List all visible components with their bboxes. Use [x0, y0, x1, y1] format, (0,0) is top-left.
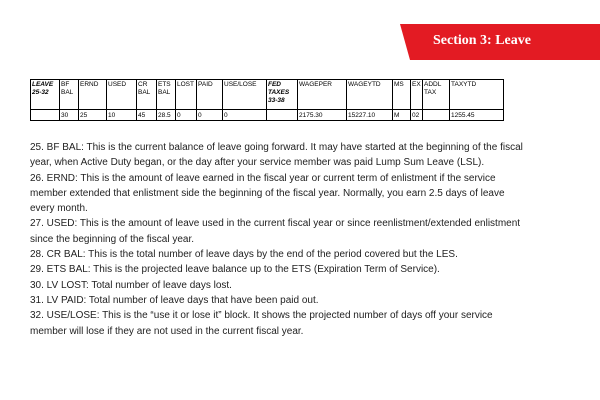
les-leave-table	[30, 79, 504, 121]
header-cr-bal	[137, 80, 157, 110]
header-label: LOST	[177, 81, 194, 88]
header-label: WAGEPER	[299, 81, 332, 88]
header-label: PAID	[198, 81, 213, 88]
header-label: ETS	[158, 81, 171, 88]
table-cell: 0	[197, 110, 223, 121]
header-used	[107, 80, 137, 110]
header-label: FED	[268, 81, 281, 88]
table-cell: 0	[223, 110, 267, 121]
header-label: CR	[138, 81, 148, 88]
table-header-row	[31, 80, 504, 110]
table-cell	[267, 110, 298, 121]
header-label: EX	[412, 81, 421, 88]
header-ex	[411, 80, 423, 110]
paragraph-bf-bal: 25. BF BAL: This is the current balance of leave going forward. It may have started at the beginning of the fiscal year, when Active Duty began, or the day after your service member was paid Lump Sum Leave (LSL).	[30, 142, 523, 169]
paragraph-ets-bal: 29. ETS BAL: This is the projected leave balance up to the ETS (Expiration Term of Service).	[30, 264, 440, 276]
header-lost	[176, 80, 197, 110]
paragraph-use-lose: 32. USE/LOSE: This is the “use it or lose it” block. It shows the projected number of days off your service member will lose if they are not used in the current fiscal year.	[30, 310, 493, 337]
header-label: ERND	[80, 81, 99, 88]
table-cell: 02	[411, 110, 423, 121]
header-sublabel: 25-32	[32, 89, 49, 96]
paragraph-used: 27. USED: This is the amount of leave used in the current fiscal year or since reenlistment/extended enlistment since the beginning of the fiscal year.	[30, 218, 521, 245]
header-taxytd	[450, 80, 504, 110]
header-sublabel: TAX	[424, 89, 437, 96]
header-wageytd	[347, 80, 393, 110]
paragraph-ernd: 26. ERND: This is the amount of leave earned in the fiscal year or current term of enlistment if the service member extended that enlistment side the beginning of the fiscal year. Normally, you earn 2.5 days of leave every month.	[30, 172, 505, 215]
header-label: WAGEYTD	[348, 81, 381, 88]
header-label: USE/LOSE	[224, 81, 257, 88]
header-sublabel: BAL	[138, 89, 151, 96]
table-cell: 25	[79, 110, 107, 121]
section-title: Section 3: Leave	[433, 33, 531, 48]
table-cell: 45	[137, 110, 157, 121]
header-ernd	[79, 80, 107, 110]
table-cell: 30	[60, 110, 79, 121]
table-cell: 2175.30	[298, 110, 347, 121]
header-label: ADDL	[424, 81, 442, 88]
table-cell	[31, 110, 60, 121]
table-cell: M	[393, 110, 411, 121]
header-bf-bal	[60, 80, 79, 110]
table-cell: 1255.45	[450, 110, 504, 121]
header-use-lose	[223, 80, 267, 110]
paragraph-cr-bal: 28. CR BAL: This is the total number of leave days by the end of the period covered but the LES.	[30, 249, 458, 261]
table-row	[31, 110, 504, 121]
header-label: USED	[108, 81, 127, 88]
header-label: LEAVE	[32, 81, 54, 88]
table-cell: 15227.10	[347, 110, 393, 121]
header-sublabel: TAXES	[268, 89, 290, 96]
header-leave	[31, 80, 60, 110]
header-ms	[393, 80, 411, 110]
table-cell: 0	[176, 110, 197, 121]
paragraph-lv-lost: 30. LV LOST: Total number of leave days lost.	[30, 279, 232, 291]
leave-field-descriptions	[30, 140, 530, 339]
table-cell: 10	[107, 110, 137, 121]
table-cell	[423, 110, 450, 121]
header-label: TAXYTD	[451, 81, 477, 88]
header-wageper	[298, 80, 347, 110]
paragraph-lv-paid: 31. LV PAID: Total number of leave days that have been paid out.	[30, 294, 319, 306]
header-ets-bal	[157, 80, 176, 110]
header-sublabel: BAL	[158, 89, 171, 96]
header-sublabel: 33-38	[268, 97, 285, 104]
table-cell: 28.5	[157, 110, 176, 121]
header-paid	[197, 80, 223, 110]
header-label: MS	[394, 81, 404, 88]
header-label: BF	[61, 81, 70, 88]
header-addl-tax	[423, 80, 450, 110]
header-fed-taxes	[267, 80, 298, 110]
header-sublabel: BAL	[61, 89, 74, 96]
